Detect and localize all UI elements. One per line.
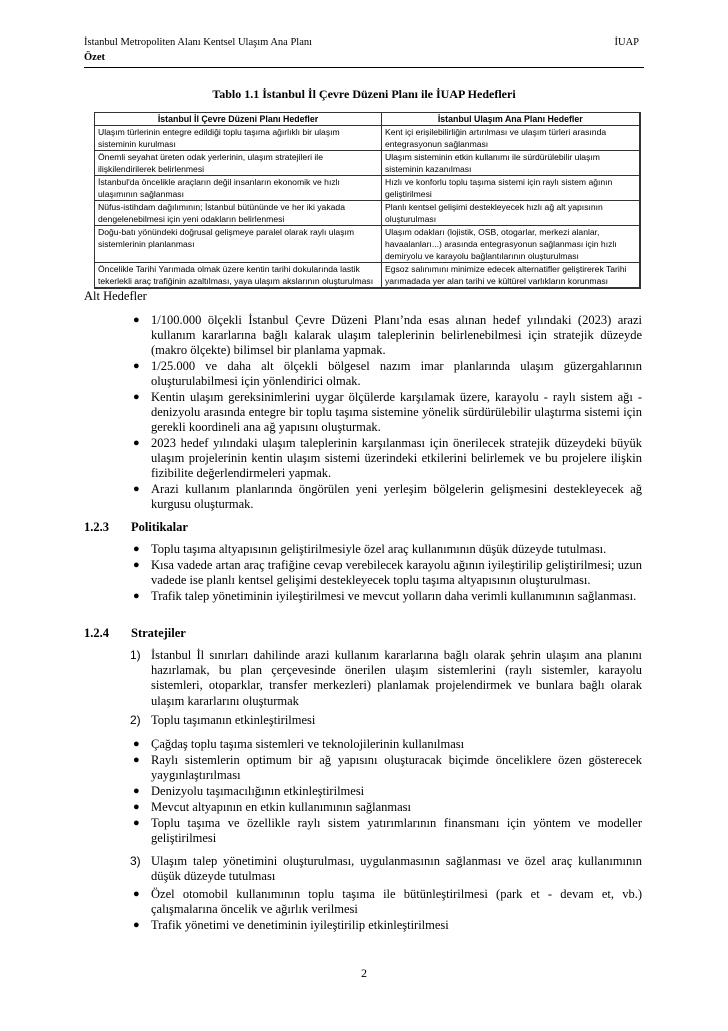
bullet-icon: ● — [133, 559, 140, 571]
list-item: ● 2023 hedef yılındaki ulaşım taleplerinin karşılanması için önerilecek stratejik düzeydeki büyük ulaşım projelerinin kentin ulaşım sistemi üzerindeki etkilerini belirlemek ve bu projelere ilişkin fizibilite değerlendirmeleri yapmak. — [133, 436, 642, 481]
header-title: İstanbul Metropoliten Alanı Kentsel Ulaşım Ana Planı — [84, 37, 313, 48]
sub-goals-heading: Alt Hedefler — [84, 289, 147, 303]
header-rule — [84, 67, 644, 68]
list-item: ● Trafik talep yönetiminin iyileştirilmesi ve mevcut yolların daha verimli kullanımının sağlanması. — [133, 589, 637, 603]
bullet-icon: ● — [133, 738, 140, 750]
table-title: Tablo 1.1 İstanbul İl Çevre Düzeni Planı ile İUAP Hedefleri — [212, 87, 516, 101]
table-row — [95, 226, 640, 263]
table-cell: Öncelikle Tarihi Yarımada olmak üzere kentin tarihi dokularında lastik tekerlekli araç trafiğinin azaltılması, yaya ulaşım akslarının oluşturulması — [95, 263, 382, 289]
strategy-3-bullets — [0, 887, 728, 934]
bullet-icon: ● — [133, 437, 140, 449]
table-header-cell: İstanbul İl Çevre Düzeni Planı Hedefler — [95, 113, 382, 126]
list-item: 2) Toplu taşımanın etkinleştirilmesi — [130, 713, 316, 727]
list-item: ● Kentin ulaşım gereksinimlerini uygar ölçülerde karşılamak üzere, karayolu - raylı sistem ağı - denizyolu arasında entegre bir toplu taşıma sistemine yönelik sürdürülebilir ulaştırma sistemi için gerekli koordineli ana ağ yapısını oluşturmak. — [133, 390, 642, 435]
bullet-icon: ● — [133, 754, 140, 766]
bullet-icon: ● — [133, 391, 140, 403]
strategy-numbered-3 — [0, 854, 728, 885]
table-row — [95, 176, 640, 201]
table-row — [95, 126, 640, 151]
table-row — [95, 151, 640, 176]
bullet-icon: ● — [133, 360, 140, 372]
policies-list — [0, 542, 728, 620]
list-item: ● Özel otomobil kullanımının toplu taşıma ile bütünleştirilmesi (park et - devam et, vb.) çalışmalarına öncelik ve ağırlık verilmesi — [133, 887, 642, 917]
list-item: ● Mevcut altyapının en etkin kullanımının sağlanması — [133, 800, 412, 814]
bullet-icon: ● — [133, 801, 140, 813]
table-cell: Doğu-batı yönündeki doğrusal gelişmeye paralel olarak raylı ulaşım sistemlerinin planlanması — [95, 226, 382, 263]
list-item: ● Çağdaş toplu taşıma sistemleri ve teknolojilerinin kullanılması — [133, 737, 465, 751]
list-item: ● Kısa vadede artan araç trafiğine cevap verebilecek karayolu ağının iyileştirilip geliştirilmesi; uzun vadede ise planlı kentsel gelişimi destekleyecek toplu taşıma altyapısının oluşturulması. — [133, 558, 642, 588]
table-cell: Önemli seyahat üreten odak yerlerinin, ulaşım stratejileri ile ilişkilendirilerek belirlenmesi — [95, 151, 382, 176]
sub-goals-list — [0, 313, 728, 513]
bullet-icon: ● — [133, 817, 140, 829]
list-item: ● Raylı sistemlerin optimum bir ağ yapısını oluşturacak biçimde önceliklere özen gösterecek yaygınlaştırılması — [133, 753, 642, 783]
bullet-icon: ● — [133, 919, 140, 931]
table-cell: İstanbul'da öncelikle araçların değil insanların ekonomik ve hızlı ulaşımının sağlanması — [95, 176, 382, 201]
strategy-2-bullets — [0, 737, 728, 847]
table-row — [95, 201, 640, 226]
bullet-icon: ● — [133, 483, 140, 495]
section-heading-politikalar: 1.2.3 Politikalar — [84, 520, 188, 534]
list-item: ● Denizyolu taşımacılığının etkinleştirilmesi — [133, 784, 365, 798]
header-abbrev: İUAP — [614, 37, 639, 48]
table-header-cell: İstanbul Ulaşım Ana Planı Hedefler — [382, 113, 640, 126]
strategy-numbered-2 — [0, 713, 728, 729]
bullet-icon: ● — [133, 543, 140, 555]
list-item: 1) İstanbul İl sınırları dahilinde arazi kullanım kararlarına bağlı olarak şehrin ulaşım ana planını hazırlamak, bu plan çerçevesinde önerilen ulaşım sistemlerini (raylı sistemler, karayolu sistemleri, otoparklar, transfer merkezleri) planlamak projelendirmek ve bunlara bağlı olarak ulaşım kararlarını oluşturmak — [130, 648, 642, 708]
bullet-icon: ● — [133, 888, 140, 900]
section-heading-stratejiler: 1.2.4 Stratejiler — [84, 626, 186, 640]
table-cell: Hızlı ve konforlu toplu taşıma sistemi için raylı sistem ağının geliştirilmesi — [382, 176, 640, 201]
list-item: ● Toplu taşıma ve özellikle raylı sistem yatırımlarının finansmanı için yöntem ve modeller geliştirilmesi — [133, 816, 642, 846]
list-item: ● 1/25.000 ve daha alt ölçekli bölgesel nazım imar planlarında ulaşım güzergahlarının oluşturulabilmesi için yönlendirici olmak. — [133, 359, 642, 389]
bullet-icon: ● — [133, 590, 140, 602]
list-item: ● 1/100.000 ölçekli İstanbul Çevre Düzeni Planı’nda esas alınan hedef yılındaki (2023) arazi kullanım kararlarına bağlı kalarak ulaşım taleplerinin belirlenebilmesi için stratejik düzeyde (makro ölçekte) bilimsel bir planlama yapmak. — [133, 313, 642, 358]
page-number: 2 — [361, 966, 367, 980]
goals-table — [94, 112, 641, 289]
list-item: ● Trafik yönetimi ve denetiminin iyileştirilip etkinleştirilmesi — [133, 918, 449, 932]
bullet-icon: ● — [133, 785, 140, 797]
header-section: Özet — [84, 52, 105, 63]
strategy-numbered-1 — [0, 648, 728, 709]
table-cell: Egsoz salınımını minimize edecek alternatifler geliştirerek Tarihi yarımadada yer alan tarihi ve kültürel varlıkların korunması — [382, 263, 640, 289]
table-cell: Ulaşım türlerinin entegre edildiği toplu taşıma ağırlıklı bir ulaşım sisteminin kurulması — [95, 126, 382, 151]
list-item: ● Arazi kullanım planlarında öngörülen yeni yerleşim bölgelerin gelişmesini destekleyecek ağ kurgusu oluşturmak. — [133, 482, 642, 512]
table-cell: Ulaşım sisteminin etkin kullanımı ile sürdürülebilir ulaşım sisteminin kazanılması — [382, 151, 640, 176]
table-cell: Kent içi erişilebilirliğin artırılması ve ulaşım türleri arasında entegrasyonun sağlanması — [382, 126, 640, 151]
bullet-icon: ● — [133, 314, 140, 326]
table-row — [95, 263, 640, 289]
table-cell: Ulaşım odakları (lojistik, OSB, otogarlar, merkezi alanlar, havaalanları...) arasında entegrasyonun sağlanması için hızlı demiryolu ve karayolu bağlantılarının oluşturulması — [382, 226, 640, 263]
table-cell: Planlı kentsel gelişimi destekleyecek hızlı ağ alt yapısının oluşturulması — [382, 201, 640, 226]
list-item: ● Toplu taşıma altyapısının geliştirilmesiyle özel araç kullanımının düşük düzeyde tutulması. — [133, 542, 607, 556]
table-header-row — [95, 113, 640, 126]
list-item: 3) Ulaşım talep yönetimini oluşturulması, uygulanmasının sağlanması ve özel araç kullanımının düşük düzeyde tutulması — [130, 854, 642, 884]
table-cell: Nüfus-istihdam dağılımının; İstanbul bütününde ve her iki yakada dengelenebilmesi için yeni odakların belirlenmesi — [95, 201, 382, 226]
